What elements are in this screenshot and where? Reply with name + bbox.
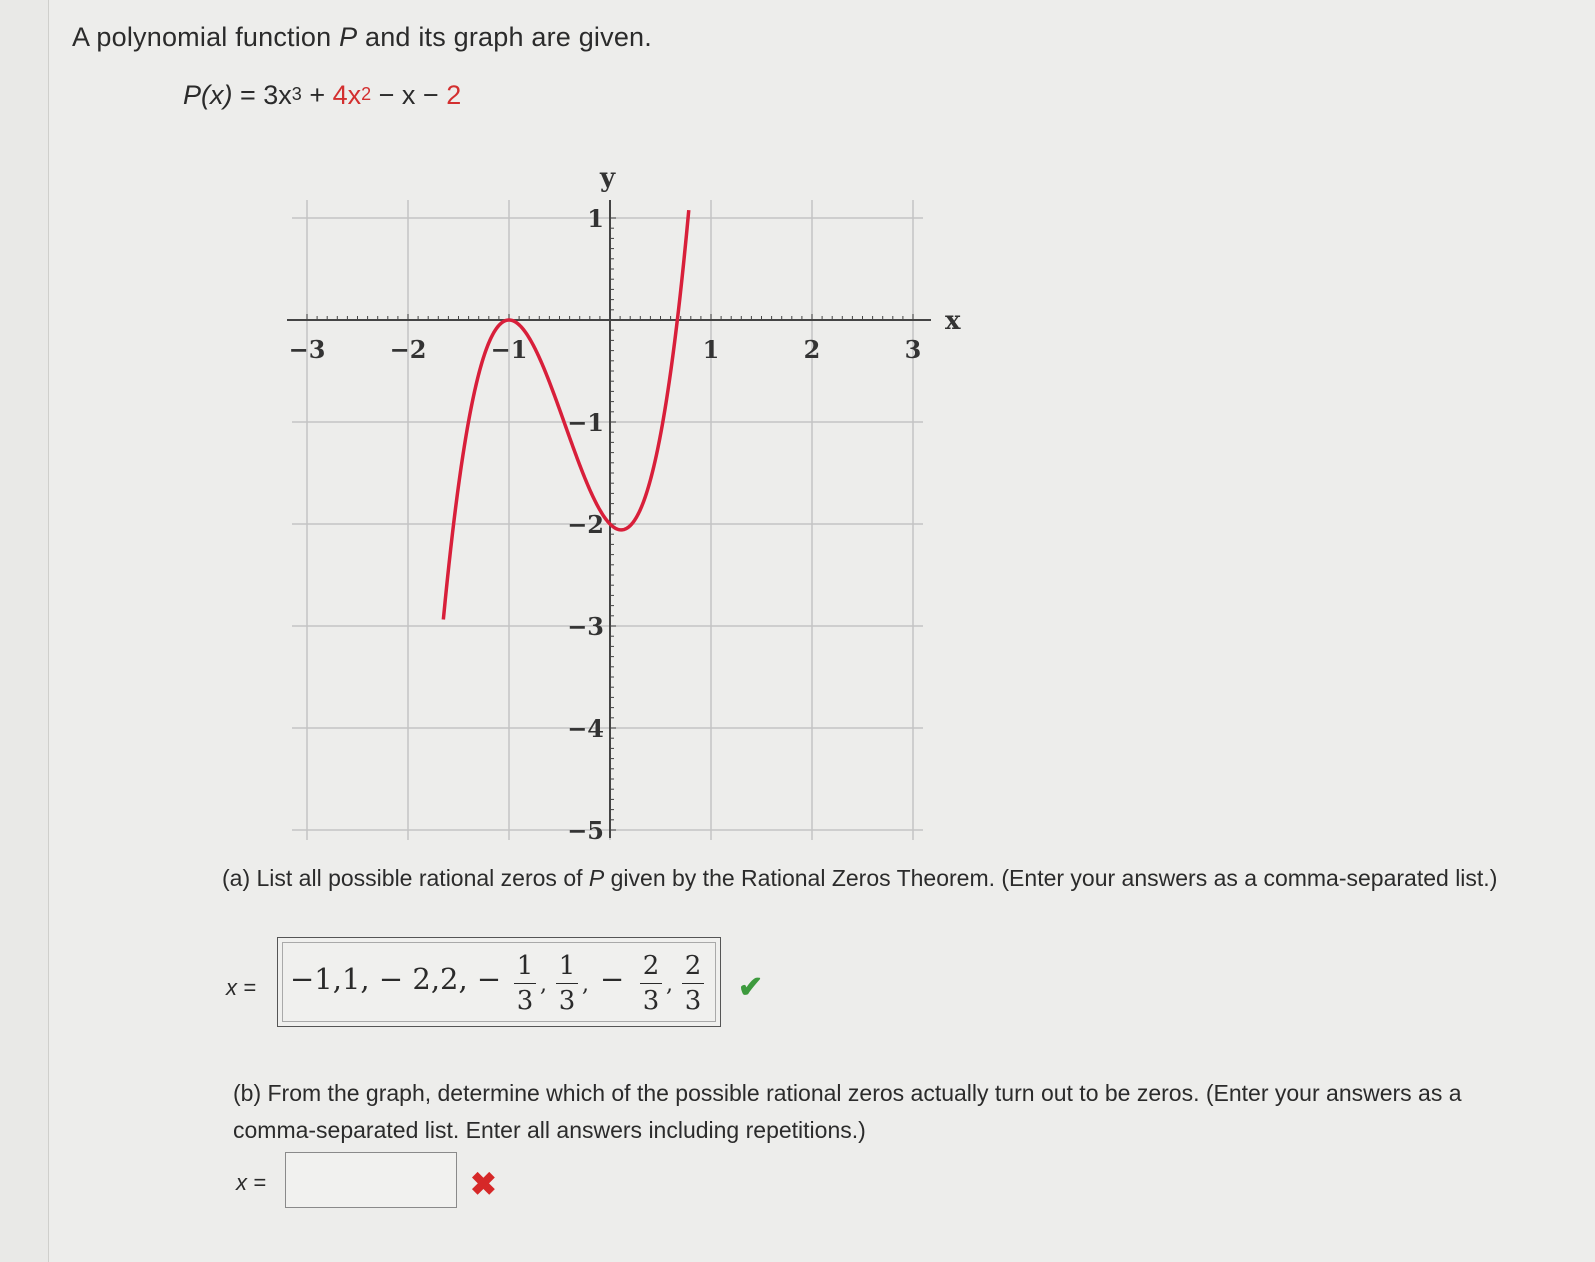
y-tick-label: −3 <box>567 612 604 641</box>
correct-check-icon: ✔ <box>738 971 764 1004</box>
polynomial-graph <box>270 150 990 850</box>
incorrect-x-icon: ✖ <box>470 1166 497 1202</box>
y-axis-label: y <box>600 163 616 193</box>
polynomial-curve <box>443 210 688 619</box>
x-tick-label: 2 <box>803 335 821 364</box>
part-a-label: x = <box>226 975 256 1000</box>
x-tick-label: −2 <box>389 335 427 364</box>
fraction-2: 1 3 <box>556 952 578 1015</box>
polynomial-formula: $P(x) = 3x^3 + 4x^2 - x - 2$ <box>183 80 462 110</box>
x-axis-label: x <box>945 306 961 336</box>
x-tick-label: 3 <box>904 335 922 364</box>
y-tick-label: −2 <box>567 510 604 539</box>
part-a-answer-field[interactable]: −1,1, − 2,2, − 1 3 , 1 3 , − 2 3 , 2 3 <box>277 937 721 1027</box>
y-tick-label: −5 <box>567 816 604 845</box>
x-tick-label: −1 <box>490 335 528 364</box>
part-b-prompt: (b) From the graph, determine which of the possible rational zeros actually turn out to be zeros. (Enter your answers as a comma-separated list. Enter all answers including repetitions.) <box>233 1080 1462 1143</box>
y-tick-label: −4 <box>567 714 604 743</box>
x-tick-label: −3 <box>288 335 326 364</box>
fraction-1: 1 3 <box>514 952 536 1015</box>
axes <box>287 200 931 838</box>
x-tick-label: 1 <box>702 335 720 364</box>
fraction-4: 2 3 <box>682 952 704 1015</box>
tick-labels <box>289 163 961 845</box>
part-b-answer-field[interactable] <box>285 1152 457 1208</box>
part-a-answer-prefix: −1,1, − 2,2, − <box>290 962 502 996</box>
part-b-label: x = <box>236 1170 266 1195</box>
y-tick-label: −1 <box>567 408 604 437</box>
fraction-3: 2 3 <box>640 952 662 1015</box>
part-a-prompt: (a) List all possible rational zeros of P given by the Rational Zeros Theorem. (Enter your answers as a comma-separated list.) <box>222 865 1498 891</box>
y-tick-label: 1 <box>587 204 604 233</box>
problem-intro: A polynomial function P and its graph are given. <box>72 22 652 52</box>
curve-layer <box>443 210 688 619</box>
